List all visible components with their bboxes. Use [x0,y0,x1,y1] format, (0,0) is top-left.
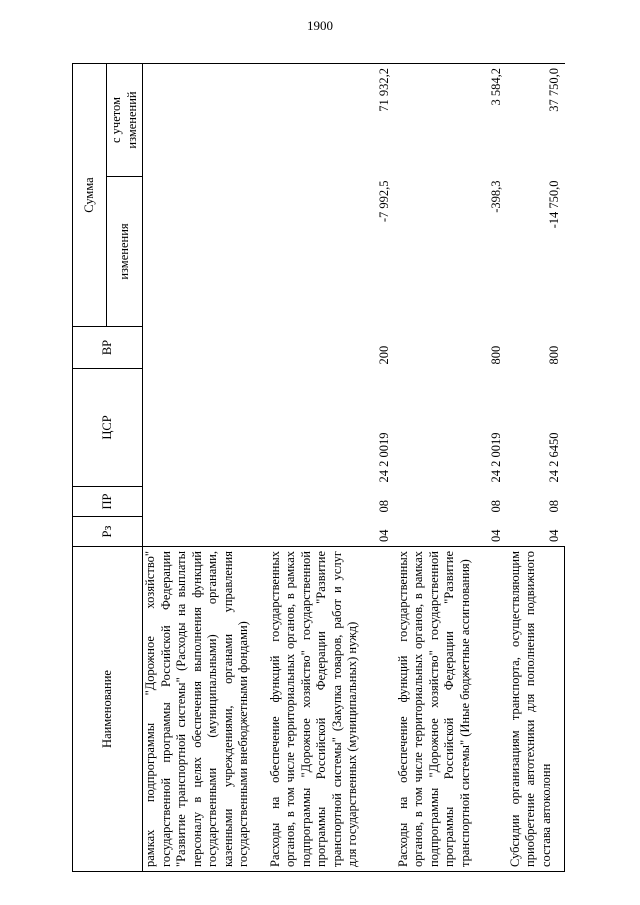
row-csr: 24 2 0019 [489,432,503,483]
row-rz: 04 [489,529,503,542]
row-with-change: 3 584,2 [395,64,507,177]
page-number: 1900 [307,18,333,33]
row-csr [143,369,267,487]
row-pr: 08 [547,500,561,513]
header-rz: Рз [73,517,143,547]
row-rz: 04 [547,529,561,542]
row-with-change: 37 750,0 [507,64,565,177]
budget-table [72,63,565,872]
row-vr [143,327,267,369]
table-row [267,64,395,872]
row-name: Расходы на обеспечение функций государственных органов, в том числе территориальных органов, в рамках подпрограммы "Дорожное хозяйство" государственной программы Российской Федерации "Развитие транспортной системы" (Закупка товаров, работ и услуг для государственных (муниципальных) нужд) [267,547,395,872]
row-vr: 200 [377,345,391,365]
row-with-change: 71 932,2 [267,64,395,177]
row-pr: 08 [377,500,391,513]
row-vr: 800 [489,345,503,365]
row-csr: 24 2 6450 [547,432,561,483]
row-rz: 04 [377,529,391,542]
row-rz [143,517,267,547]
header-name: Наименование [73,547,143,872]
header-change: изменения [107,177,143,327]
header-vr: ВР [73,327,143,369]
header-sum: Сумма [73,64,107,327]
table-row [143,64,267,872]
header-with-change: с учетом изменений [107,64,143,177]
row-name: Расходы на обеспечение функций государственных органов, в том числе территориальных органов, в рамках подпрограммы "Дорожное хозяйство" государственной программы Российской Федерации "Развитие транспортной системы" (Иные бюджетные ассигнования) [395,547,507,872]
row-with-change [143,64,267,177]
header-csr: ЦСР [73,369,143,487]
row-pr: 08 [489,500,503,513]
rotated-page-content [72,64,564,872]
row-change: -7 992,5 [377,180,391,223]
table-row [395,64,507,872]
row-change: -398,3 [489,180,503,213]
row-name: Субсидии организациям транспорта, осуществляющим приобретение автотехники для пополнения подвижного состава автоколонн [507,547,565,872]
row-csr: 24 2 0019 [377,432,391,483]
row-change: -14 750,0 [547,180,561,229]
row-vr: 800 [547,345,561,365]
table-row [507,64,565,872]
row-pr [143,487,267,517]
header-pr: ПР [73,487,143,517]
row-change [143,177,267,327]
row-name: рамках подпрограммы "Дорожное хозяйство" государственной программы Российской Федерации "Развитие транспортной системы" (Расходы на выплаты персоналу в целях обеспечения выполнения функций государственными (муниципальными) органами, казенными учреждениями, органами управления государственными внебюджетными фондами) [143,547,267,872]
